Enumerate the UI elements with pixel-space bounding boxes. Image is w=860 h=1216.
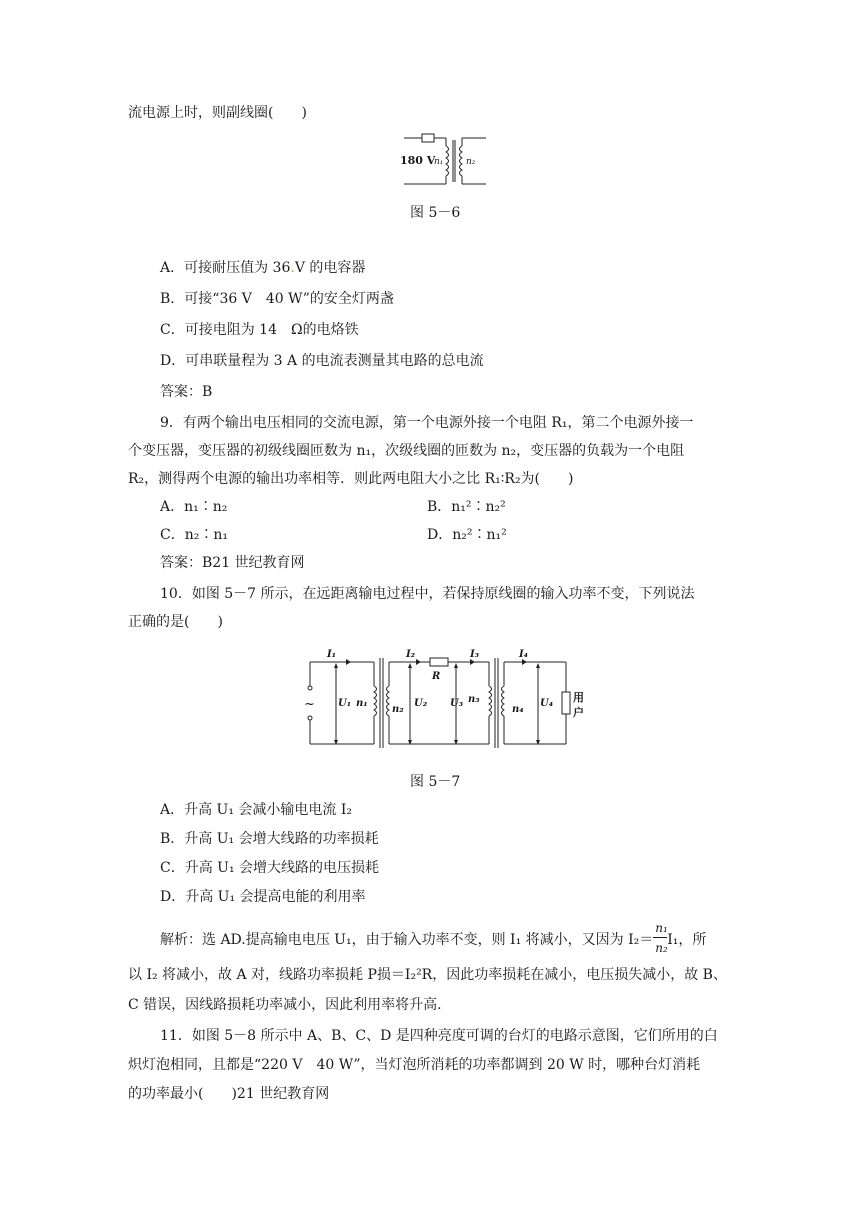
fig56-caption: 图 5－6 xyxy=(410,205,461,221)
q11-line-1: 11．如图 5－8 所示中 A、B、C、D 是四种亮度可调的台灯的电路示意图，它们所用的白 xyxy=(160,1028,718,1044)
fig57-label-i1: I₁ xyxy=(327,649,337,660)
q10-option-c: C．升高 U₁ 会增大线路的电压损耗 xyxy=(160,860,380,876)
fig56-n1-label: n₁ xyxy=(434,157,444,167)
q8-option-a-text-2: V 的电容器 xyxy=(294,260,366,276)
q8-option-c: C．可接电阻为 14 Ω的电烙铁 xyxy=(160,322,359,338)
fig57-label-n2: n₂ xyxy=(392,704,404,715)
fraction-denominator: n₂ xyxy=(655,941,668,955)
q10-analysis-line-1 xyxy=(160,921,707,955)
q9-answer: 答案：B21 世纪教育网 xyxy=(160,555,305,571)
q10-option-d: D．升高 U₁ 会提高电能的利用率 xyxy=(160,889,366,905)
fig56-voltage-label: 180 V xyxy=(400,154,436,167)
fig57-label-i3: I₃ xyxy=(470,649,480,660)
q10-option-a: A．升高 U₁ 会减小输电电流 I₂ xyxy=(160,802,353,818)
q8-option-d: D．可串联量程为 3 A 的电流表测量其电路的总电流 xyxy=(160,353,484,369)
q10-line-2: 正确的是( ) xyxy=(128,614,223,630)
fig57-label-u2: U₂ xyxy=(414,698,428,709)
q9-option-a: A．n₁∶n₂ xyxy=(160,499,228,515)
fig57-label-user-1: 用 xyxy=(573,691,584,704)
q10-analysis-line-2: 以 I₂ 将减小，故 A 对，线路功率损耗 P损＝I₂²R，因此功率损耗在减小，电压损失减小，故 B、 xyxy=(128,967,727,983)
fig57-label-i2: I₂ xyxy=(406,649,416,660)
q11-line-3: 的功率最小( )21 世纪教育网 xyxy=(128,1086,330,1102)
q10-analysis-text-2: I₁，所 xyxy=(667,932,707,948)
q10-analysis-text: 解析：选 AD.提高输电电压 U₁，由于输入功率不变，则 I₁ 将减小，又因为 I₂＝ xyxy=(160,932,654,948)
q9-option-c: C．n₂∶n₁ xyxy=(160,527,228,543)
fig57-ac-symbol: ~ xyxy=(304,697,315,712)
q8-option-a-text: A．可接耐压值为 36 xyxy=(160,260,291,276)
fig57-label-user-2: 户 xyxy=(573,706,584,719)
q10-option-b: B．升高 U₁ 会增大线路的功率损耗 xyxy=(160,831,379,847)
q8-option-a-mark: . xyxy=(290,260,295,276)
q9-option-b: B．n₁²∶n₂² xyxy=(427,499,506,515)
q9-line-1: 9．有两个输出电压相同的交流电源，第一个电源外接一个电阻 R₁，第二个电源外接一 xyxy=(160,415,694,431)
fig57-caption: 图 5－7 xyxy=(410,774,461,790)
fig57-label-u1: U₁ xyxy=(338,698,352,709)
fig57-label-u4: U₄ xyxy=(540,698,554,709)
fig57-label-n3: n₃ xyxy=(468,694,480,705)
q11-line-2: 炽灯泡相同，且都是“220 V 40 W”，当灯泡所消耗的功率都调到 20 W 时，哪种台灯消耗 xyxy=(128,1057,701,1073)
q8-answer: 答案：B xyxy=(160,384,213,400)
fraction-numerator: n₁ xyxy=(655,921,668,935)
fig57-label-n4: n₄ xyxy=(512,704,524,715)
q10-line-1: 10．如图 5－7 所示，在远距离输电过程中，若保持原线圈的输入功率不变，下列说法 xyxy=(160,586,695,602)
analysis-fraction xyxy=(653,921,668,955)
fig57-label-n1: n₁ xyxy=(356,698,368,709)
q8-option-b: B．可接“36 V 40 W”的安全灯两盏 xyxy=(160,291,394,307)
fig57-label-r: R xyxy=(432,671,441,682)
q8-option-a xyxy=(160,258,365,278)
q9-line-3: R₂，测得两个电源的输出功率相等．则此两电阻大小之比 R₁∶R₂为( ) xyxy=(128,471,574,487)
fig56-n2-label: n₂ xyxy=(466,157,476,167)
q10-analysis-line-3: C 错误，因线路损耗功率减小，因此利用率将升高. xyxy=(128,997,442,1013)
q8-intro: 流电源上时，则副线圈( ) xyxy=(128,105,307,121)
q9-option-d: D．n₂²∶n₁² xyxy=(427,527,507,543)
fig57-label-i4: I₄ xyxy=(519,649,529,660)
fig57-label-u3: U₃ xyxy=(450,698,464,709)
q9-line-2: 个变压器，变压器的初级线圈匝数为 n₁，次级线圈的匝数为 n₂，变压器的负载为一个电阻 xyxy=(128,443,685,459)
